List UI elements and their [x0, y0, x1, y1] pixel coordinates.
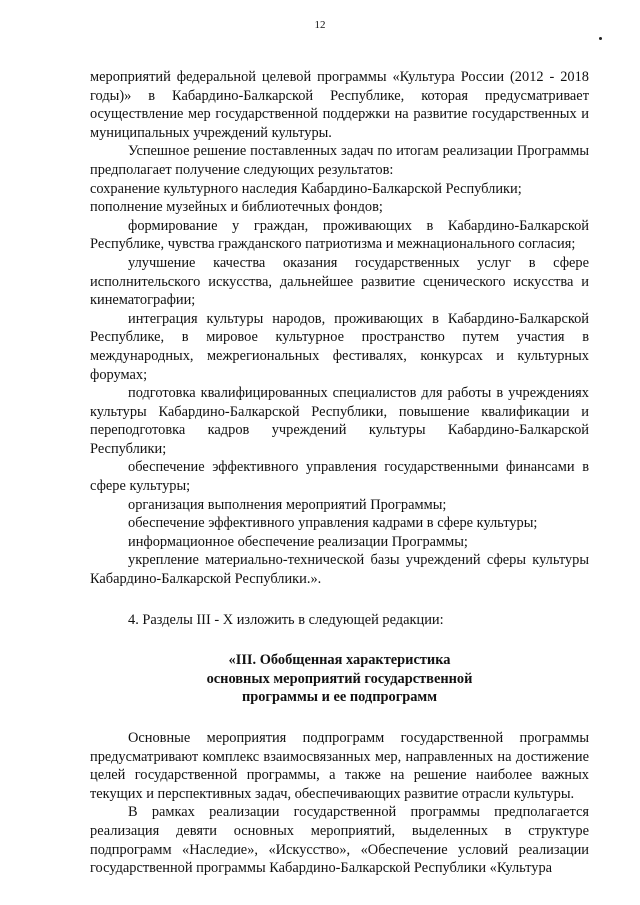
paragraph: сохранение культурного наследия Кабардино-Балкарской Республики; [90, 180, 522, 197]
section-heading-line-1: «III. Обобщенная характеристика [228, 652, 451, 669]
section-heading-line-2: основных мероприятий государственной [206, 670, 473, 687]
document-body [90, 68, 589, 878]
section-body [90, 729, 589, 878]
paragraph: пополнение музейных и библиотечных фондов; [90, 199, 383, 216]
paragraph: организация выполнения мероприятий Программы; [128, 496, 447, 513]
scan-speck [599, 37, 602, 40]
paragraph: мероприятий федеральной целевой программы «Культура России (2012 - 2018 годы)» в Кабардино-Балкарской Республике, которая предусматривает осуществление мер государственной поддержки на развитие государственных и муниципальных учреждений культуры. [90, 69, 589, 141]
paragraph: обеспечение эффективного управления кадрами в сфере культуры; [128, 515, 538, 532]
paragraph: укрепление материально-технической базы учреждений сферы культуры Кабардино-Балкарской Республики.». [90, 552, 589, 588]
paragraph: В рамках реализации государственной программы предполагается реализация девяти основных мероприятий, выделенных в структуре подпрограмм «Наследие», «Искусство», «Обеспечение условий реализации государственной программы Кабардино-Балкарской Республики «Культура [90, 804, 589, 877]
paragraph: информационное обеспечение реализации Программы; [128, 533, 468, 550]
paragraph: Основные мероприятия подпрограмм государственной программы предусматривают комплекс взаимосвязанных мер, направленных на достижение целей государственной программы, а также на решение наиболее важных текущих и перспективных задач, обеспечивающих развитие отрасли культуры. [90, 730, 589, 802]
results-list [90, 68, 589, 589]
paragraph: Успешное решение поставленных задач по итогам реализации Программы предполагает получение следующих результатов: [90, 143, 589, 178]
paragraph: улучшение качества оказания государственных услуг в сфере исполнительского искусства, дальнейшее развитие сценического искусства и кинематографии; [90, 254, 589, 309]
paragraph: подготовка квалифицированных специалистов для работы в учреждениях культуры Кабардино-Балкарской Республики, повышение квалификации и переподготовка кадров учреждений культуры Кабардино-Балкарской Республики; [90, 385, 589, 457]
section-heading-line-3: программы и ее подпрограмм [241, 689, 438, 706]
paragraph: обеспечение эффективного управления государственными финансами в сфере культуры; [90, 459, 589, 495]
paragraph: формирование у граждан, проживающих в Кабардино-Балкарской Республике, чувства гражданского патриотизма и межнационального согласия; [90, 217, 589, 253]
paragraph: интеграция культуры народов, проживающих в Кабардино-Балкарской Республике, в мировое культурное пространство путем участия в международных, межрегиональных фестивалях, конкурсах и культурных форумах; [90, 310, 589, 383]
item-4-instruction: 4. Разделы III - X изложить в следующей редакции: [128, 611, 444, 628]
section-heading [90, 651, 589, 707]
page-number: 12 [314, 19, 326, 31]
